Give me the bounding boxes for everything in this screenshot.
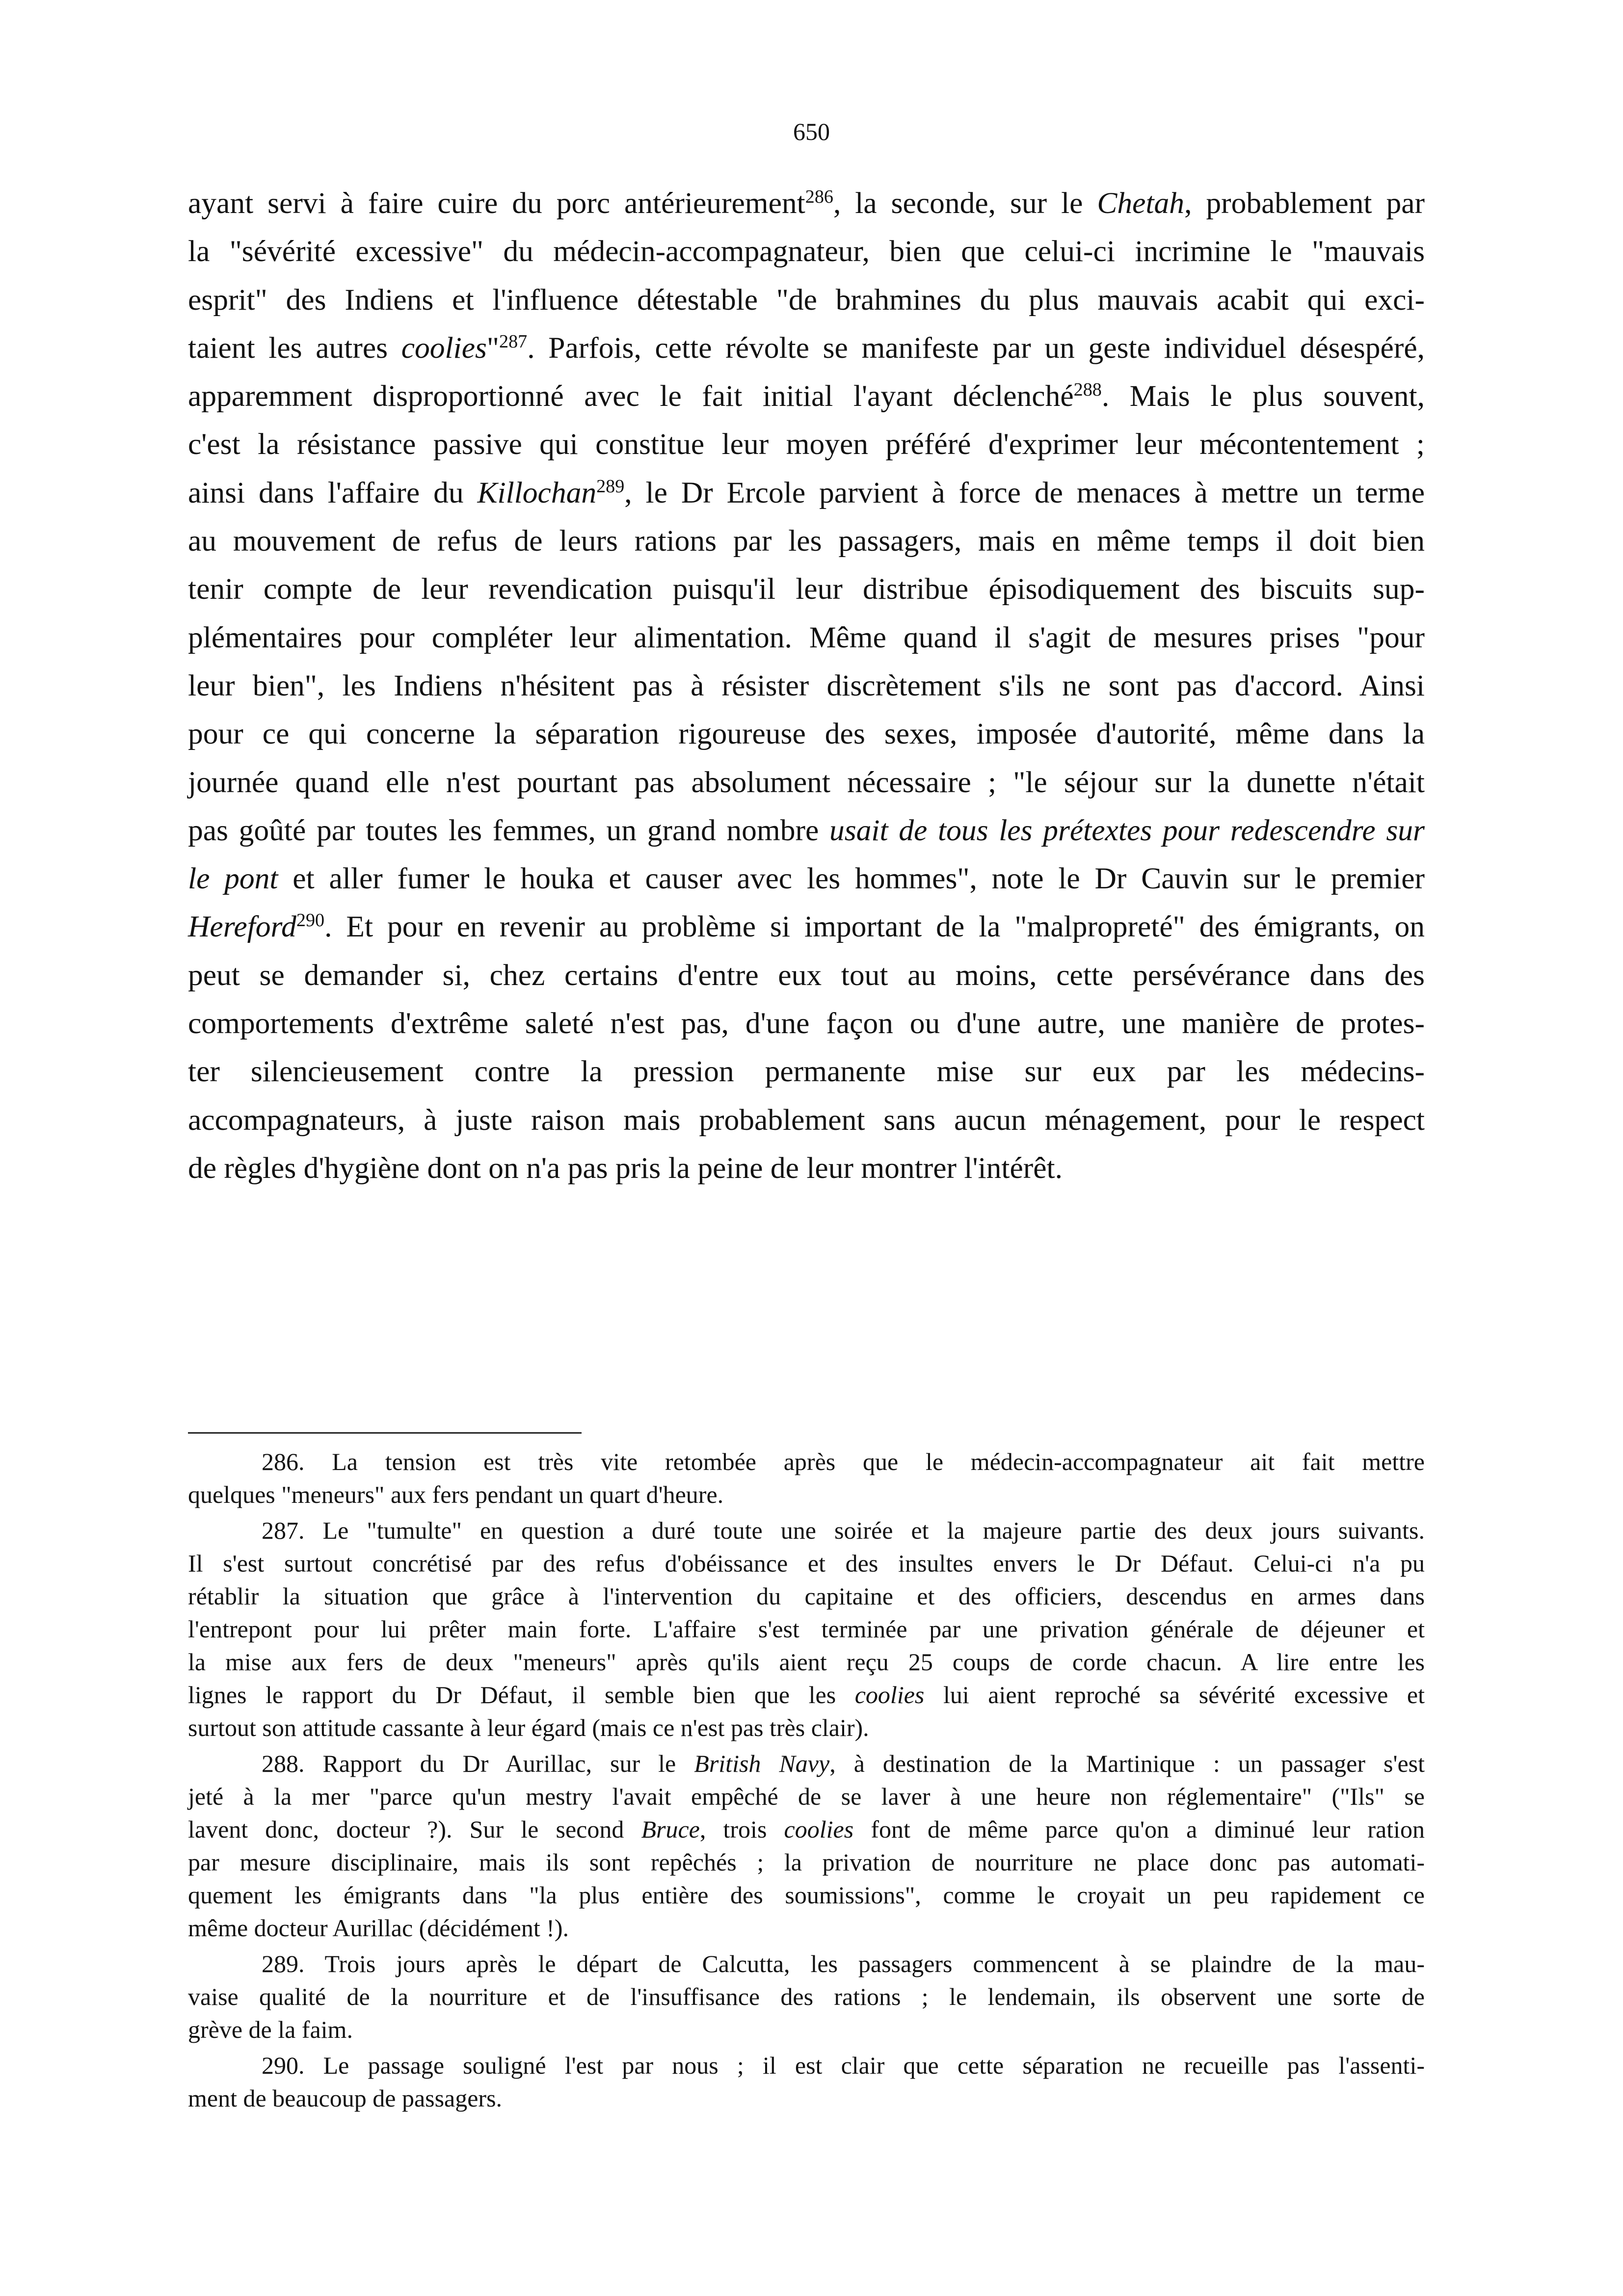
body-line: leur bien", les Indiens n'hésitent pas à résister discrètement s'ils ne sont pas d'accord. Ainsi	[188, 668, 1425, 702]
body-line: ter silencieusement contre la pression permanente mise sur eux par les médecins-	[188, 1055, 1425, 1089]
footnote-287: 287. Le "tumulte" en question a duré toute une soirée et la majeure partie des deux jours suivants. Il s'est surtout concrétisé par des refus d'obéissance et des insultes envers le Dr Défaut. Celui-ci n'a pu rétablir la situation que grâce à l'intervention du capitaine et des officiers, descendus en armes dans l'entrepont pour lui prêter main forte. L'affaire s'est terminée par une privation générale de déjeuner et la mise aux fers de deux "meneurs" après qu'ils aient reçu 25 coups de corde chacun. A lire entre les lignes le rapport du Dr Défaut, il semble bien que les coolies lui aient reproché sa sévérité excessive et surtout son attitude cassante à leur égard (mais ce n'est pas très clair).	[188, 1517, 1425, 1741]
footnote-288: 288. Rapport du Dr Aurillac, sur le British Navy, à destination de la Martinique : un passager s'est jeté à la mer "parce qu'un mestry l'avait empêché de se laver à une heure non réglementaire" ("Ils" se lavent donc, docteur ?). Sur le second Bruce, trois coolies font de même parce qu'on a diminué leur ration par mesure disciplinaire, mais ils sont repêchés ; la privation de nourriture ne place donc pas automati- quement les émigrants dans "la plus entière des soumissions", comme le croyait un peu rapidement ce même docteur Aurillac (décidément !).	[188, 1750, 1425, 1942]
footnote-ref-288[interactable]: 288	[1073, 379, 1102, 400]
footnote-ref-286[interactable]: 286	[805, 187, 833, 208]
body-line: pas goûté par toutes les femmes, un grand nombre usait de tous les prétextes pour redescendre sur	[188, 813, 1425, 847]
body-line: tenir compte de leur revendication puisqu'il leur distribue épisodiquement des biscuits sup-	[188, 572, 1425, 606]
body-line: peut se demander si, chez certains d'entre eux tout au moins, cette persévérance dans des	[188, 958, 1425, 992]
footnotes	[188, 1445, 1425, 2118]
body-line: journée quand elle n'est pourtant pas absolument nécessaire ; "le séjour sur la dunette n'était	[188, 765, 1425, 799]
footnote-290: 290. Le passage souligné l'est par nous ; il est clair que cette séparation ne recueille pas l'assenti- ment de beaucoup de passagers.	[188, 2052, 1425, 2112]
body-line: de règles d'hygiène dont on n'a pas pris la peine de leur montrer l'intérêt.	[188, 1151, 1063, 1185]
body-line: ainsi dans l'affaire du Killochan$^{289}$, le Dr Ercole parvient à force de menaces à mettre un terme	[188, 476, 1425, 509]
body-line: au mouvement de refus de leurs rations par les passagers, mais en même temps il doit bien	[188, 524, 1425, 558]
ship-name: Chetah	[1097, 187, 1185, 220]
body-text	[188, 179, 1425, 1192]
body-line: esprit" des Indiens et l'influence détestable "de brahmines du plus mauvais acabit qui exci-	[188, 283, 1425, 317]
footnote-separator	[188, 1432, 582, 1434]
footnote-286: 286. La tension est très vite retombée après que le médecin-accompagnateur ait fait mettre quelques "meneurs" aux fers pendant un quart d'heure.	[188, 1448, 1425, 1508]
body-line: c'est la résistance passive qui constitue leur moyen préféré d'exprimer leur mécontentement ;	[188, 427, 1425, 461]
body-line: plémentaires pour compléter leur alimentation. Même quand il s'agit de mesures prises "pour	[188, 620, 1425, 654]
body-line: le pont et aller fumer le houka et causer avec les hommes", note le Dr Cauvin sur le premier	[188, 862, 1425, 896]
page-number: 650	[793, 118, 830, 145]
body-line: pour ce qui concerne la séparation rigoureuse des sexes, imposée d'autorité, même dans la	[188, 717, 1425, 751]
footnote-289: 289. Trois jours après le départ de Calcutta, les passagers commencent à se plaindre de la mau- vaise qualité de la nourriture et de l'insuffisance des rations ; le lendemain, ils observent une sorte de grève de la faim.	[188, 1950, 1425, 2043]
ship-name: Hereford	[188, 910, 296, 944]
body-line: taient les autres coolies"$^{287}$. Parfois, cette révolte se manifeste par un geste individuel désespéré,	[188, 331, 1425, 365]
body-line: accompagnateurs, à juste raison mais probablement sans aucun ménagement, pour le respect	[188, 1103, 1425, 1137]
body-line: ayant servi à faire cuire du porc antérieurement$^{286}$, la seconde, sur le Chetah, probablement par	[188, 187, 1425, 220]
footnote-ref-289[interactable]: 289	[596, 476, 625, 497]
footnote-ref-290[interactable]: 290	[296, 910, 325, 931]
ship-name: Killochan	[477, 476, 597, 509]
body-line: comportements d'extrême saleté n'est pas, d'une façon ou d'une autre, une manière de protes-	[188, 1007, 1425, 1041]
body-line: la "sévérité excessive" du médecin-accompagnateur, bien que celui-ci incrimine le "mauvais	[188, 235, 1425, 268]
body-line: apparemment disproportionné avec le fait initial l'ayant déclenché$^{288}$. Mais le plus souvent,	[188, 379, 1425, 413]
body-line: Hereford$^{290}$. Et pour en revenir au problème si important de la "malpropreté" des émigrants, on	[188, 910, 1425, 944]
footnote-ref-287[interactable]: 287	[499, 331, 528, 352]
